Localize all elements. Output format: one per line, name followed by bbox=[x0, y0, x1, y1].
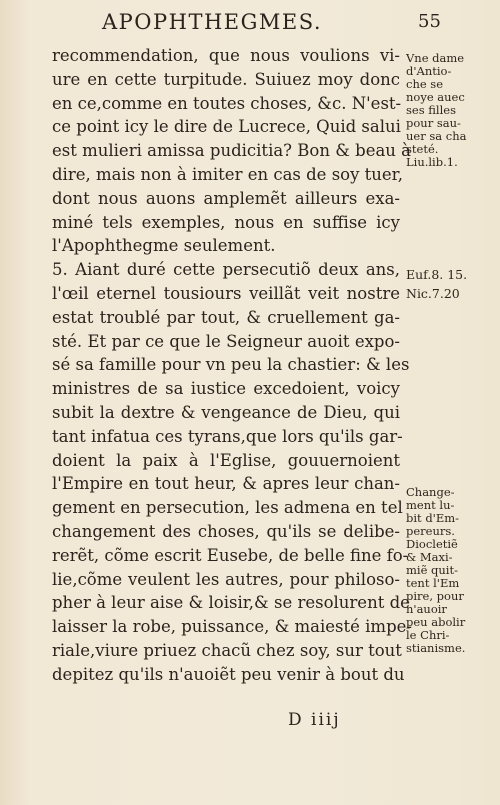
margin-line: stianisme. bbox=[406, 641, 466, 655]
margin-line: ment lu- bbox=[406, 498, 455, 512]
page-header bbox=[0, 10, 500, 40]
margin-line: tent l'Em bbox=[406, 576, 460, 590]
text-line: l'Apophthegme seulement. bbox=[52, 236, 276, 256]
text-line: ure en cette turpitude. Suiuez moy donc bbox=[52, 69, 400, 89]
text-line: doient la paix à l'Eglise, gouuernoient bbox=[52, 450, 400, 470]
text-line: en ce,comme en toutes choses, &c. N'est- bbox=[52, 93, 402, 113]
margin-line: Change- bbox=[406, 485, 455, 499]
text-line: estat troublé par tout, & cruellement ga- bbox=[52, 307, 400, 327]
margin-line: ses filles bbox=[406, 103, 456, 117]
margin-line: noye auec bbox=[406, 90, 465, 104]
text-line: recommendation, que nous voulions vi- bbox=[52, 46, 400, 65]
margin-line: peu abolir bbox=[406, 615, 466, 629]
text-line: ministres de sa iustice excedoient, voicy bbox=[52, 379, 400, 399]
margin-line: miẽ quit- bbox=[406, 563, 458, 577]
margin-line: Nic.7.20 bbox=[406, 286, 460, 301]
text-line: sté. Et par ce que le Seigneur auoit expo- bbox=[52, 331, 400, 351]
text-line: est mulieri amissa pudicitia? Bon & beau à bbox=[52, 141, 412, 161]
text-line: rerẽt, cõme escrit Eusebe, de belle fine fo- bbox=[52, 545, 409, 565]
text-line: miné tels exemples, nous en suffise icy bbox=[52, 212, 400, 232]
text-line: subit la dextre & vengeance de Dieu, qui bbox=[52, 402, 400, 422]
margin-line: & Maxi- bbox=[406, 550, 453, 564]
margin-line: uer sa cha bbox=[406, 129, 467, 143]
text-line: tant infatua ces tyrans,que lors qu'ils gar- bbox=[52, 426, 403, 446]
margin-line: steté. bbox=[406, 142, 439, 156]
text-line: dire, mais non à imiter en cas de soy tuer, bbox=[52, 164, 404, 184]
margin-line: d'Antio- bbox=[406, 64, 452, 78]
text-line: riale,viure priuez chacũ chez soy, sur tout bbox=[52, 640, 402, 660]
margin-line: pire, pour bbox=[406, 589, 464, 603]
marginal-note-emperors bbox=[406, 486, 496, 655]
main-text-block bbox=[52, 44, 412, 687]
margin-line: le Chri- bbox=[406, 628, 450, 642]
text-line: depitez qu'ils n'auoiẽt peu venir à bout du bbox=[52, 664, 405, 684]
page-number: 55 bbox=[418, 11, 441, 32]
text-line: ce point icy le dire de Lucrece, Quid salui bbox=[52, 117, 401, 137]
text-line: 5. Aiant duré cette persecutiõ deux ans, bbox=[52, 260, 400, 280]
text-line: changement des choses, qu'ils se delibe- bbox=[52, 521, 400, 541]
text-line: dont nous auons amplemẽt ailleurs exa- bbox=[52, 188, 400, 208]
margin-line: bit d'Em- bbox=[406, 511, 460, 525]
margin-line: che se bbox=[406, 77, 444, 91]
running-head: APOPHTHEGMES. bbox=[102, 10, 323, 34]
marginal-note-lucrece bbox=[406, 52, 496, 169]
text-line: pher à leur aise & loisir,& se resolurent de bbox=[52, 593, 410, 613]
margin-line: Euf.8. 15. bbox=[406, 267, 468, 282]
text-line: lie,cõme veulent les autres, pour philoso- bbox=[52, 569, 400, 589]
margin-line: pour sau- bbox=[406, 116, 461, 130]
text-line: laisser la robe, puissance, & maiesté impe- bbox=[52, 617, 412, 637]
marginal-note-references bbox=[406, 263, 496, 302]
margin-line: Liu.lib.1. bbox=[406, 155, 458, 169]
text-line: sé sa famille pour vn peu la chastier: & les bbox=[52, 355, 410, 375]
margin-line: Diocletiẽ bbox=[406, 537, 458, 551]
text-line: gement en persecution, les admena en tel bbox=[52, 498, 403, 518]
margin-line: n'auoir bbox=[406, 602, 447, 616]
signature-mark: D iiij bbox=[288, 710, 341, 730]
margin-line: Vne dame bbox=[406, 51, 465, 65]
text-line: l'Empire en tout heur, & apres leur chan- bbox=[52, 474, 400, 494]
margin-line: pereurs. bbox=[406, 524, 455, 538]
text-line: l'œil eternel tousiours veillãt veit nostre bbox=[52, 283, 400, 303]
